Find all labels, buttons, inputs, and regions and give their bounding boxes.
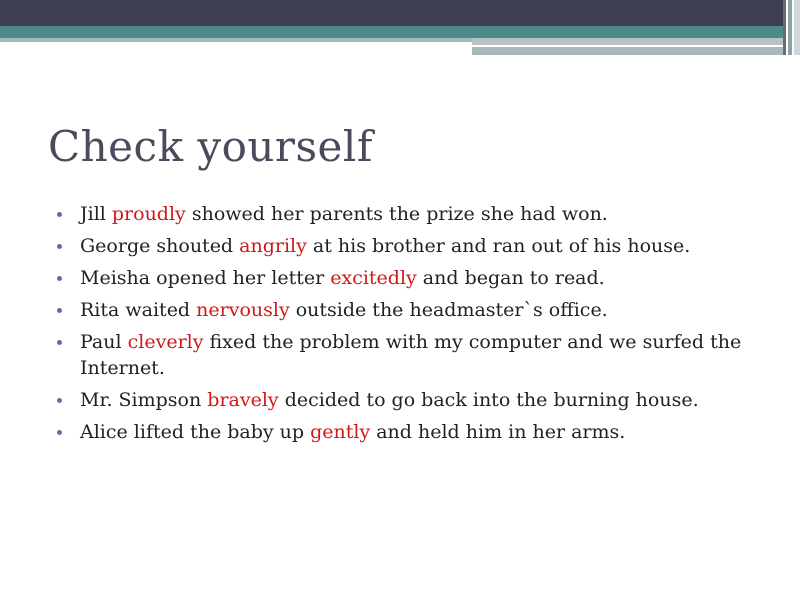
sentence-text: decided to go back into the burning house. <box>278 389 699 411</box>
header-teal-shadow <box>0 38 472 42</box>
header-right-rail <box>783 0 800 55</box>
header-dark-band <box>0 0 783 26</box>
list-item <box>57 297 747 323</box>
adverb-highlight: excitedly <box>330 267 417 289</box>
list-item <box>57 419 747 445</box>
sentence-list <box>57 201 747 451</box>
sentence-text: outside the headmaster`s office. <box>289 299 608 321</box>
list-item <box>57 233 747 259</box>
bullet-icon <box>57 244 62 249</box>
adverb-highlight: proudly <box>111 203 186 225</box>
header-teal-band <box>0 26 783 38</box>
bullet-icon <box>57 212 62 217</box>
sentence-text: showed her parents the prize she had won. <box>185 203 608 225</box>
adverb-highlight: gently <box>310 421 371 443</box>
list-item <box>57 265 747 291</box>
sentence-text: and held him in her arms. <box>370 421 626 443</box>
adverb-highlight: angrily <box>239 235 307 257</box>
sentence-text: Rita waited <box>80 299 197 321</box>
header-grey-stripe <box>472 38 783 45</box>
slide-title: Check yourself <box>48 122 373 171</box>
adverb-highlight: bravely <box>207 389 279 411</box>
header-grey-stripe-lower <box>472 47 783 55</box>
sentence-text: Mr. Simpson <box>80 389 208 411</box>
sentence-text: Jill <box>80 203 112 225</box>
sentence-text: fixed the problem with my computer and we surfed the Internet. <box>80 331 742 379</box>
sentence-text: Alice lifted the baby up <box>80 421 311 443</box>
bullet-icon <box>57 430 62 435</box>
list-item <box>57 329 747 381</box>
list-item <box>57 387 747 413</box>
sentence-text: George shouted <box>80 235 240 257</box>
bullet-icon <box>57 340 62 345</box>
sentence-text: and began to read. <box>416 267 605 289</box>
adverb-highlight: nervously <box>196 299 290 321</box>
bullet-icon <box>57 398 62 403</box>
bullet-icon <box>57 276 62 281</box>
list-item <box>57 201 747 227</box>
bullet-icon <box>57 308 62 313</box>
sentence-text: at his brother and ran out of his house. <box>306 235 691 257</box>
sentence-text: Meisha opened her letter <box>80 267 331 289</box>
sentence-text: Paul <box>80 331 128 353</box>
adverb-highlight: cleverly <box>127 331 204 353</box>
